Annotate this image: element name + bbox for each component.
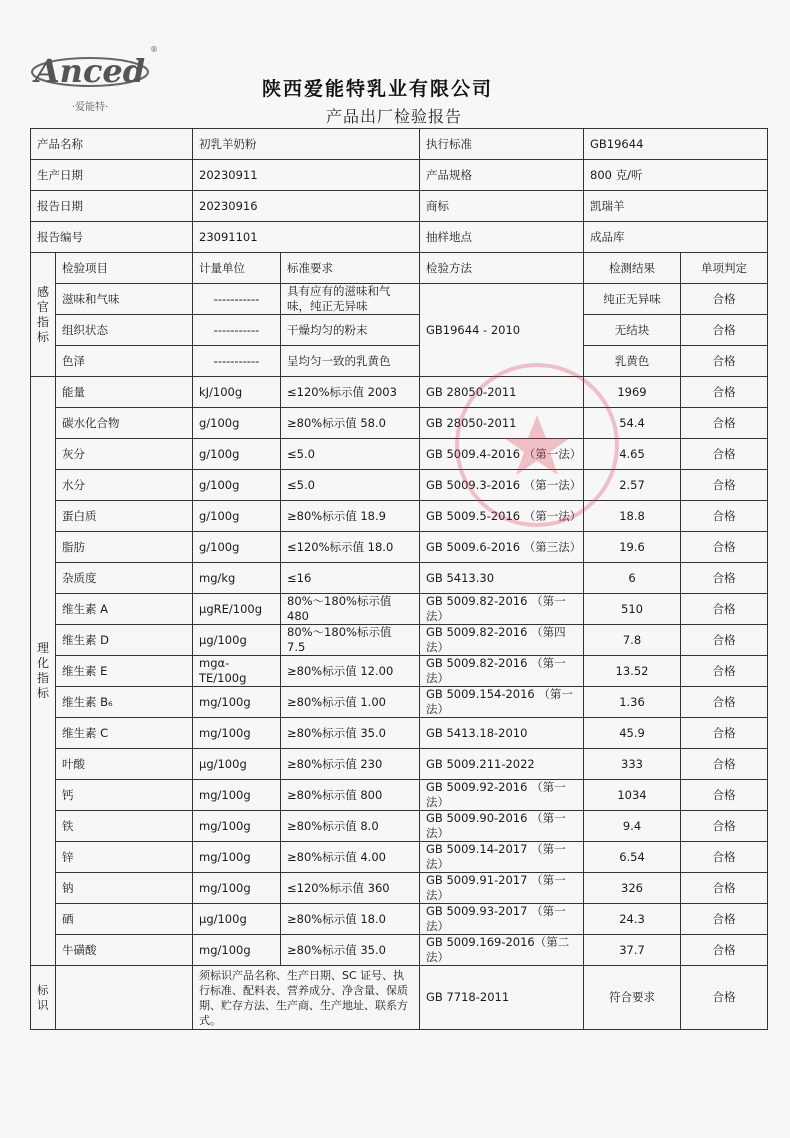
requirement: ≤120%标示值 2003 (281, 377, 420, 408)
verdict: 合格 (681, 346, 768, 377)
verdict: 合格 (681, 873, 768, 904)
requirement: 须标识产品名称、生产日期、SC 证号、执行标准、配料表、营养成分、净含量、保质期、贮存方法、生产商、生产地址、联系方式。 (193, 966, 420, 1030)
physchem-row (31, 377, 768, 408)
verdict: 合格 (681, 842, 768, 873)
physchem-row (31, 749, 768, 780)
column-header-row (31, 253, 768, 284)
method: GB 5009.211-2022 (420, 749, 584, 780)
unit: g/100g (193, 501, 281, 532)
result: 24.3 (584, 904, 681, 935)
method: GB 5009.82-2016 （第一法） (420, 594, 584, 625)
unit: ----------- (193, 315, 281, 346)
result: 乳黄色 (584, 346, 681, 377)
verdict: 合格 (681, 439, 768, 470)
method: GB 5009.92-2016 （第一法） (420, 780, 584, 811)
item: 标识 (31, 966, 56, 1030)
report-header (0, 0, 790, 128)
physchem-row (31, 501, 768, 532)
result: 4.65 (584, 439, 681, 470)
physchem-row (31, 563, 768, 594)
method: GB 28050-2011 (420, 377, 584, 408)
result: 333 (584, 749, 681, 780)
info-label: 报告编号 (31, 222, 193, 253)
requirement: ≥80%标示值 35.0 (281, 935, 420, 966)
info-row (31, 222, 768, 253)
result: 7.8 (584, 625, 681, 656)
info-label: 抽样地点 (420, 222, 584, 253)
company-logo (30, 40, 156, 118)
item: 杂质度 (56, 563, 193, 594)
info-value: 20230916 (193, 191, 420, 222)
logo-sub: ·爱能特· (71, 102, 109, 113)
unit: mg/100g (193, 687, 281, 718)
result: 6 (584, 563, 681, 594)
physchem-row (31, 687, 768, 718)
unit: g/100g (193, 532, 281, 563)
info-label: 执行标准 (420, 129, 584, 160)
item: 维生素 E (56, 656, 193, 687)
verdict: 合格 (681, 625, 768, 656)
item: 硒 (56, 904, 193, 935)
physchem-row (31, 873, 768, 904)
verdict: 合格 (681, 408, 768, 439)
requirement: ≥80%标示值 4.00 (281, 842, 420, 873)
item: 脂肪 (56, 532, 193, 563)
method: GB 5009.82-2016 （第四法） (420, 625, 584, 656)
result: 326 (584, 873, 681, 904)
item: 维生素 B₆ (56, 687, 193, 718)
requirement: 呈均匀一致的乳黄色 (281, 346, 420, 377)
unit: mg/100g (193, 935, 281, 966)
physchem-row (31, 656, 768, 687)
verdict: 合格 (681, 749, 768, 780)
verdict: 合格 (681, 501, 768, 532)
unit: ----------- (193, 346, 281, 377)
result: 19.6 (584, 532, 681, 563)
unit: mgα-TE/100g (193, 656, 281, 687)
item: 叶酸 (56, 749, 193, 780)
unit: mg/100g (193, 873, 281, 904)
verdict: 合格 (681, 904, 768, 935)
method: GB 5009.82-2016 （第一法） (420, 656, 584, 687)
info-label: 报告日期 (31, 191, 193, 222)
method: GB 5009.93-2017 （第一法） (420, 904, 584, 935)
physchem-row (31, 780, 768, 811)
item: 组织状态 (56, 315, 193, 346)
info-label: 商标 (420, 191, 584, 222)
item: 碳水化合物 (56, 408, 193, 439)
method: GB 5009.169-2016（第二法） (420, 935, 584, 966)
company-name: 陕西爱能特乳业有限公司 (262, 78, 494, 100)
unit: g/100g (193, 439, 281, 470)
label-row (31, 966, 768, 1030)
method: GB 5009.5-2016 （第一法） (420, 501, 584, 532)
info-label: 产品规格 (420, 160, 584, 191)
unit: μg/100g (193, 625, 281, 656)
info-value: GB19644 (584, 129, 768, 160)
unit: μg/100g (193, 749, 281, 780)
info-row (31, 191, 768, 222)
column-header: 检验方法 (420, 253, 584, 284)
requirement: 具有应有的滋味和气味，纯正无异味 (281, 284, 420, 315)
column-header: 标准要求 (281, 253, 420, 284)
unit: mg/100g (193, 842, 281, 873)
item: 钙 (56, 780, 193, 811)
requirement: ≥80%标示值 18.0 (281, 904, 420, 935)
requirement: ≤120%标示值 18.0 (281, 532, 420, 563)
unit (56, 966, 193, 1030)
physchem-row (31, 811, 768, 842)
column-header: 检测结果 (584, 253, 681, 284)
unit: mg/100g (193, 811, 281, 842)
unit: μg/100g (193, 904, 281, 935)
requirement: ≤16 (281, 563, 420, 594)
result: 无结块 (584, 315, 681, 346)
method: GB 5413.18-2010 (420, 718, 584, 749)
verdict: 合格 (681, 656, 768, 687)
item: 灰分 (56, 439, 193, 470)
physchem-row (31, 408, 768, 439)
result: 2.57 (584, 470, 681, 501)
report-title: 产品出厂检验报告 (326, 107, 463, 126)
result: 纯正无异味 (584, 284, 681, 315)
verdict: 合格 (681, 470, 768, 501)
info-value: 20230911 (193, 160, 420, 191)
svg-text:Anced: Anced (34, 52, 146, 90)
requirement: ≤5.0 (281, 470, 420, 501)
physchem-row (31, 842, 768, 873)
verdict: 合格 (681, 811, 768, 842)
unit: mg/100g (193, 718, 281, 749)
method: GB 28050-2011 (420, 408, 584, 439)
item: 色泽 (56, 346, 193, 377)
verdict: 合格 (681, 594, 768, 625)
requirement: 干燥均匀的粉末 (281, 315, 420, 346)
method: GB 5009.154-2016 （第一法） (420, 687, 584, 718)
unit: mg/kg (193, 563, 281, 594)
unit: kJ/100g (193, 377, 281, 408)
verdict: 合格 (681, 532, 768, 563)
item: 牛磺酸 (56, 935, 193, 966)
sensory-row (31, 284, 768, 315)
verdict: 合格 (681, 284, 768, 315)
method: GB 5009.4-2016 （第一法） (420, 439, 584, 470)
verdict: 合格 (681, 966, 768, 1030)
requirement: ≥80%标示值 1.00 (281, 687, 420, 718)
physchem-row (31, 532, 768, 563)
result: 54.4 (584, 408, 681, 439)
method: GB 5413.30 (420, 563, 584, 594)
physchem-row (31, 470, 768, 501)
physchem-row (31, 904, 768, 935)
unit: mg/100g (193, 780, 281, 811)
physchem-row (31, 935, 768, 966)
verdict: 合格 (681, 718, 768, 749)
info-value: 初乳羊奶粉 (193, 129, 420, 160)
physchem-rows (31, 377, 768, 966)
method: GB 5009.14-2017 （第一法） (420, 842, 584, 873)
result: 9.4 (584, 811, 681, 842)
result: 1034 (584, 780, 681, 811)
item: 维生素 A (56, 594, 193, 625)
requirement: ≥80%标示值 800 (281, 780, 420, 811)
result: 18.8 (584, 501, 681, 532)
requirement: ≥80%标示值 18.9 (281, 501, 420, 532)
requirement: ≥80%标示值 230 (281, 749, 420, 780)
item: 滋味和气味 (56, 284, 193, 315)
item: 维生素 D (56, 625, 193, 656)
item: 锌 (56, 842, 193, 873)
sensory-row (31, 315, 768, 346)
info-value: 凯瑞羊 (584, 191, 768, 222)
requirement: ≥80%标示值 8.0 (281, 811, 420, 842)
result: 13.52 (584, 656, 681, 687)
item: 水分 (56, 470, 193, 501)
sensory-row (31, 346, 768, 377)
column-header: 检验项目 (56, 253, 193, 284)
result: 1969 (584, 377, 681, 408)
column-header: 计量单位 (193, 253, 281, 284)
physchem-row (31, 594, 768, 625)
result: 510 (584, 594, 681, 625)
physchem-row (31, 718, 768, 749)
inspection-table (30, 128, 768, 1030)
physchem-row (31, 439, 768, 470)
result: 1.36 (584, 687, 681, 718)
column-header: 单项判定 (681, 253, 768, 284)
requirement: 80%～180%标示值 7.5 (281, 625, 420, 656)
verdict: 合格 (681, 687, 768, 718)
item: 钠 (56, 873, 193, 904)
result: 37.7 (584, 935, 681, 966)
item: 能量 (56, 377, 193, 408)
result: 45.9 (584, 718, 681, 749)
info-label: 产品名称 (31, 129, 193, 160)
unit: μgRE/100g (193, 594, 281, 625)
result: 符合要求 (584, 966, 681, 1030)
method: GB 5009.90-2016 （第一法） (420, 811, 584, 842)
info-row (31, 160, 768, 191)
unit: g/100g (193, 470, 281, 501)
requirement: ≤5.0 (281, 439, 420, 470)
unit: g/100g (193, 408, 281, 439)
requirement: ≥80%标示值 58.0 (281, 408, 420, 439)
result: 6.54 (584, 842, 681, 873)
method: GB 5009.91-2017 （第一法） (420, 873, 584, 904)
method: GB 7718-2011 (420, 966, 584, 1030)
info-value: 成品库 (584, 222, 768, 253)
requirement: ≥80%标示值 35.0 (281, 718, 420, 749)
item: 铁 (56, 811, 193, 842)
physchem-group-label: 理 化 指 标 (31, 377, 56, 966)
info-label: 生产日期 (31, 160, 193, 191)
item: 维生素 C (56, 718, 193, 749)
info-value: 800 克/听 (584, 160, 768, 191)
unit: ----------- (193, 284, 281, 315)
item: 蛋白质 (56, 501, 193, 532)
verdict: 合格 (681, 315, 768, 346)
physchem-row (31, 625, 768, 656)
verdict: 合格 (681, 780, 768, 811)
svg-text:®: ® (150, 45, 158, 54)
method: GB 5009.6-2016 （第三法） (420, 532, 584, 563)
verdict: 合格 (681, 377, 768, 408)
requirement: ≤120%标示值 360 (281, 873, 420, 904)
method: GB 5009.3-2016 （第一法） (420, 470, 584, 501)
verdict: 合格 (681, 563, 768, 594)
info-row (31, 129, 768, 160)
method: GB19644 - 2010 (420, 284, 584, 377)
verdict: 合格 (681, 935, 768, 966)
requirement: 80%～180%标示值 480 (281, 594, 420, 625)
info-value: 23091101 (193, 222, 420, 253)
sensory-group-label: 感 官 指 标 (31, 253, 56, 377)
requirement: ≥80%标示值 12.00 (281, 656, 420, 687)
